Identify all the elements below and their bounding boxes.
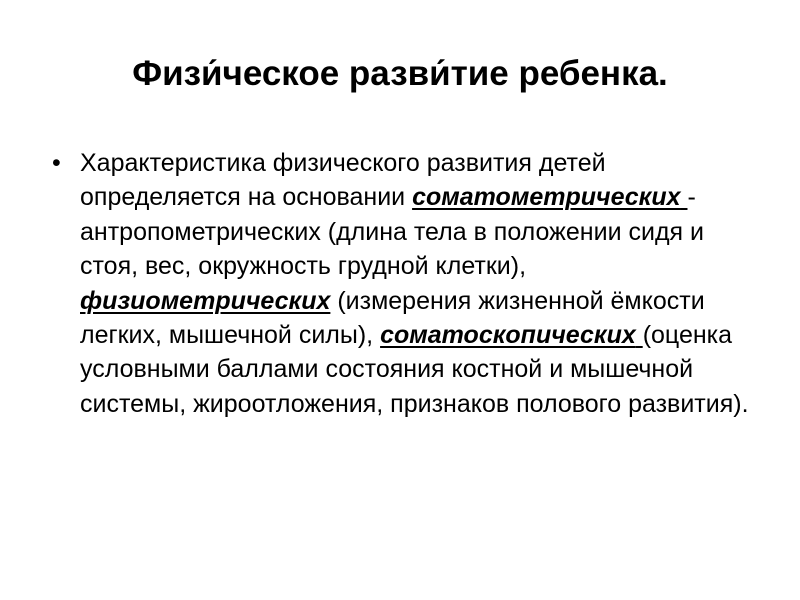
slide-title: Физи́ческое разви́тие ребенка.: [132, 54, 668, 93]
bullet-item: [52, 146, 752, 421]
paragraph-text-4: (оценка условными баллами состояния костной и мышечной системы, жироотложения, признаков полового развития).: [80, 321, 749, 418]
term-physiometric: физиометрических: [80, 286, 331, 315]
term-somatoscopic-trail: [636, 321, 643, 349]
paragraph-text-2: - антропометрических (длина тела в положении сидя и стоя, вес, окружность грудной клетки),: [80, 183, 704, 281]
bullet-list: [52, 146, 752, 421]
term-somatometric: соматометрических: [412, 183, 681, 212]
paragraph-text-1: Характеристика физического развития детей определяется на основании: [80, 149, 606, 212]
bullet-marker: •: [52, 149, 61, 177]
paragraph-text-3: (измерения жизненной ёмкости легких, мышечной силы),: [80, 286, 705, 350]
term-somatoscopic: соматоскопических: [380, 321, 636, 350]
